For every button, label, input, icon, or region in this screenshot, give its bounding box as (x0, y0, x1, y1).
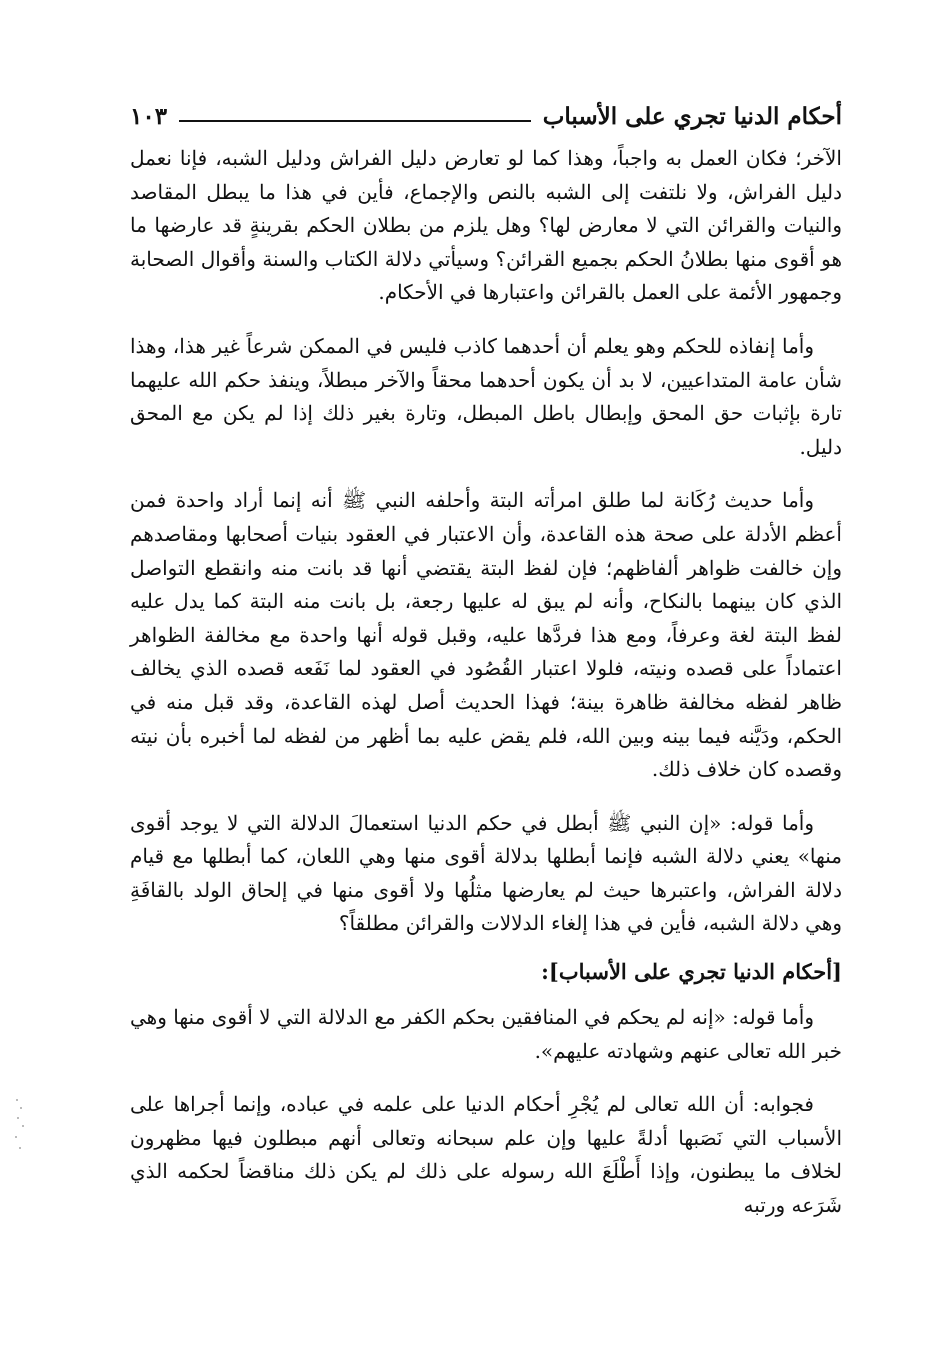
paragraph-2: وأما إنفاذه للحكم وهو يعلم أن أحدهما كاذب فليس في الممكن شرعاً غير هذا، وهذا شأن عامة المتداعيين، لا بد أن يكون أحدهما محقاً والآخر مبطلاً، وينفذ حكم الله عليهما تارة بإثبات حق المحق وإبطال باطل المبطل، وتارة بغير ذلك إذا لم يكن مع المحق دليل. (130, 333, 842, 459)
header-rule (179, 120, 531, 122)
header-title: أحكام الدنيا تجري على الأسباب (542, 103, 842, 130)
paragraph-5: وأما قوله: «إنه لم يحكم في المنافقين بحكم الكفر مع الدلالة التي لا أقوى منها وهي خبر الله تعالى عنهم وشهادته عليهم». (130, 1005, 842, 1063)
paragraph-6: فجوابه: أن الله تعالى لم يُجْرِ أحكام الدنيا على علمه في عباده، وإنما أجراها على الأسباب التي نَصَبها أدلةً عليها وإن علم سبحانه وتعالى أنهم مبطلون فيها مظهرون لخلاف ما يبطنون، وإذا أَطْلَعَ الله رسوله على ذلك لم يكن ذلك مناقضاً لحكمه الذي شَرَعه ورتبه (130, 1092, 842, 1218)
paragraph-4: وأما قوله: «إن النبي ﷺ أبطل في حكم الدنيا استعمالَ الدلالة التي لا يوجد أقوى منها» يعني دلالة الشبه فإنما أبطلها بدلالة أقوى منها وهي اللعان، كما أبطلها مع قيام دلالة الفراش، واعتبرها حيث لم يعارضها مثلُها ولا أقوى منها في إلحاق الولد بالقافَةِ وهي دلالة الشبه، فأين في هذا إلغاء الدلالات والقرائن مطلقاً؟ (130, 810, 842, 936)
page-number: ١٠٣ (130, 103, 168, 130)
page-body (130, 142, 842, 1243)
running-header (130, 88, 842, 128)
paragraph-3: وأما حديث رُكَانة لما طلق امرأته البتة وأحلفه النبي ﷺ أنه إنما أراد واحدة فمن أعظم الأدلة على صحة هذه القاعدة، وأن الاعتبار في العقود بنيات أصحابها ومقاصدهم وإن خالفت ظواهر ألفاظهم؛ فإن لفظ البتة يقتضي أنها قد بانت منه وانقطع التواصل الذي كان بينهما بالنكاح، وأنه لم يبق له عليها رجعة، بل بانت منه البتة كما يدل عليه لفظ البتة لغة وعرفاً، ومع هذا فردَّها عليه، وقبل قوله أنها واحدة مع مخالفة الظواهر اعتماداً على قصده ونيته، فلولا اعتبار القُصُود في العقود لما نَفَعه قصده الذي يخالف ظاهر لفظه مخالفة ظاهرة بينة؛ فهذا الحديث أصل لهذه القاعدة، وقد قبل منه في الحكم، ودَيَّنه فيما بينه وبين الله، فلم يقض عليه بما أظهر من لفظه لما أخبره بأن نيته وقصده كان خلاف ذلك. (130, 488, 842, 782)
section-heading: [أحكام الدنيا تجري على الأسباب]: (541, 959, 842, 985)
paragraph-1: الآخر؛ فكان العمل به واجباً، وهذا كما لو تعارض دليل الفراش ودليل الشبه، فإنا نعمل دليل الفراش، ولا نلتفت إلى الشبه بالنص والإجماع، فأين في هذا ما يبطل المقاصد والنيات والقرائن التي لا معارض لها؟ وهل يلزم من بطلان الحكم بقرينةٍ قد عارضها ما هو أقوى منها بطلانُ الحكم بجميع القرائن؟ وسيأتي دلالة الكتاب والسنة وأقوال الصحابة وجمهور الأئمة على العمل بالقرائن واعتبارها في الأحكام. (130, 146, 842, 305)
scan-speck (14, 1095, 26, 1155)
